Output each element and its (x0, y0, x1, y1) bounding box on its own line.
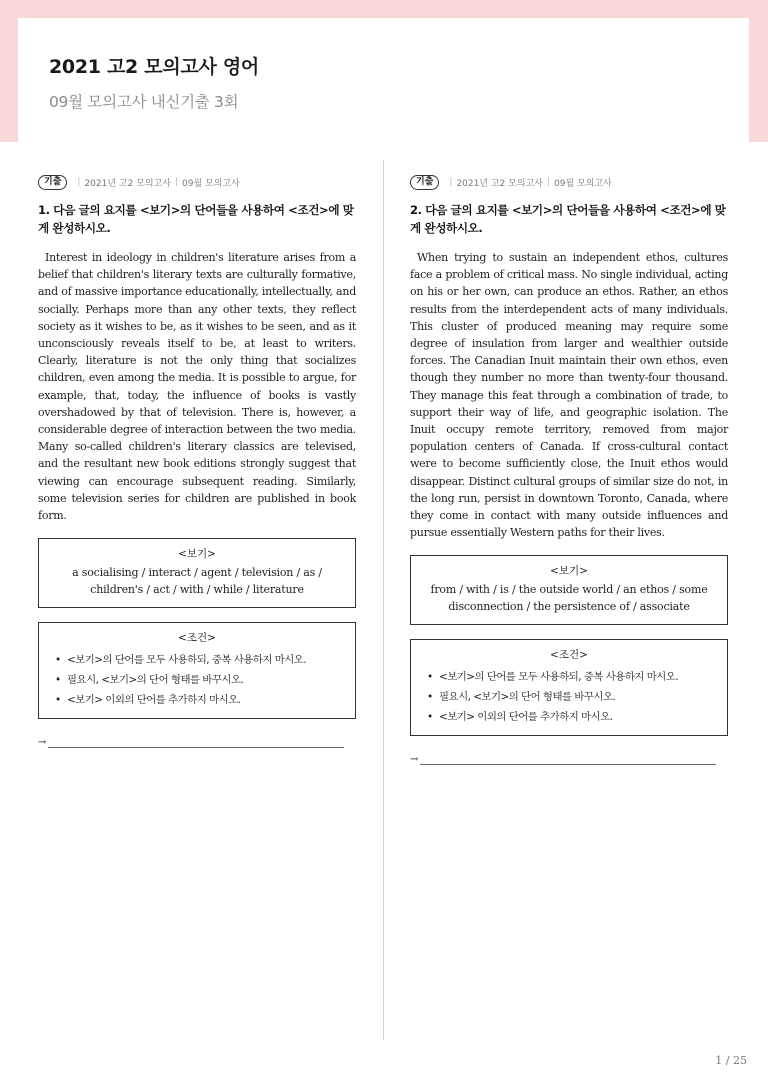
word-box-title: <보기> (178, 548, 216, 561)
separator: | (77, 177, 81, 187)
bullet-icon: • (427, 711, 433, 724)
condition-item: • <보기> 이외의 단어를 추가하지 마시오. (427, 707, 721, 727)
condition-list (45, 650, 349, 710)
page-number: 1 / 25 (715, 1054, 747, 1067)
source-month: 09월 모의고사 (554, 178, 612, 189)
column-divider (383, 160, 384, 1040)
separator: | (546, 177, 551, 187)
question-1 (38, 174, 356, 748)
bullet-icon: • (427, 671, 433, 684)
source-year: 2021년 고2 모의고사 (84, 178, 171, 189)
question-source (38, 174, 356, 190)
header-card (18, 18, 749, 142)
condition-box-title: <조건> (178, 631, 216, 644)
page-subtitle: 09월 모의고사 내신기출 3회 (49, 93, 239, 111)
separator: | (174, 177, 179, 187)
question-instruction: 1. 다음 글의 요지를 <보기>의 단어들을 사용하여 <조건>에 맞게 완성하시오. (38, 203, 354, 235)
arrow-icon: → (38, 737, 47, 749)
condition-item: • <보기>의 단어를 모두 사용하되, 중복 사용하지 마시오. (427, 667, 721, 687)
condition-box-title: <조건> (550, 648, 588, 661)
passage-text: When trying to sustain an independent ethos, cultures face a problem of critical mass. No single individual, acting on his or her own, can produce an ethos. Rather, an ethos results from the interdependent acts of many individuals. This cluster of produced meaning may require some degree of insulation from larger and wealthier outside forces. The Canadian Inuit maintain their own ethos, even though they number no more than twenty-four thousand. They manage this feat through a combination of trade, to support their way of life, and geographic isolation. The Inuit occupy remote territory, removed from major population centers of Canada. If cross-cultural contact were to become sufficiently close, the Inuit ethos would disappear. Distinct cultural groups of similar size do not, in the long run, persist in downtown Toronto, Canada, where they come in contact with many outside influences and pursue essentially Western paths for their lives. (410, 251, 728, 540)
answer-blank[interactable] (48, 739, 344, 748)
bullet-icon: • (427, 691, 433, 704)
answer-blank[interactable] (420, 756, 716, 765)
condition-item: • <보기>의 단어를 모두 사용하되, 중복 사용하지 마시오. (55, 650, 349, 670)
past-exam-badge: 기출 (410, 175, 439, 190)
answer-line[interactable] (410, 754, 728, 765)
question-source (410, 174, 728, 190)
question-instruction: 2. 다음 글의 요지를 <보기>의 단어들을 사용하여 <조건>에 맞게 완성하시오. (410, 203, 726, 235)
condition-box (38, 622, 356, 720)
word-box (410, 555, 728, 625)
word-box-words: from / with / is / the outside world / an ethos / some disconnection / the persistence of / associate (430, 582, 708, 614)
bullet-icon: • (55, 674, 61, 687)
source-year: 2021년 고2 모의고사 (456, 178, 543, 189)
word-box-words: a socialising / interact / agent / television / as / children's / act / with / while / literature (72, 565, 322, 597)
separator: | (449, 177, 453, 187)
question-2 (410, 174, 728, 765)
source-month: 09월 모의고사 (182, 178, 240, 189)
condition-item: • 필요시, <보기>의 단어 형태를 바꾸시오. (427, 687, 721, 707)
condition-box (410, 639, 728, 737)
arrow-icon: → (410, 754, 419, 766)
page-title: 2021 고2 모의고사 영어 (49, 56, 259, 78)
condition-list (417, 667, 721, 727)
condition-item: • <보기> 이외의 단어를 추가하지 마시오. (55, 690, 349, 710)
passage-text: Interest in ideology in children's literature arises from a belief that children's literary texts are culturally formative, and of massive importance educationally, intellectually, and socially. Perhaps more than any other texts, they reflect society as it wishes to be, as it wishes to be seen, and as it unconsciously reveals itself to be, at least to writers. Clearly, literature is not the only thing that socializes children, even among the media. It is possible to argue, for example, that, today, the influence of books is vastly overshadowed by that of television. There is, however, a considerable degree of interaction between the two media. Many so-called children's literary classics are televised, and the resultant new book editions strongly suggest that viewing can encourage subsequent reading. Similarly, some television series for children are published in book form. (38, 251, 356, 523)
past-exam-badge: 기출 (38, 175, 67, 190)
bullet-icon: • (55, 654, 61, 667)
bullet-icon: • (55, 694, 61, 707)
condition-item: • 필요시, <보기>의 단어 형태를 바꾸시오. (55, 670, 349, 690)
word-box-title: <보기> (550, 565, 588, 578)
word-box (38, 538, 356, 608)
answer-line[interactable] (38, 737, 356, 748)
